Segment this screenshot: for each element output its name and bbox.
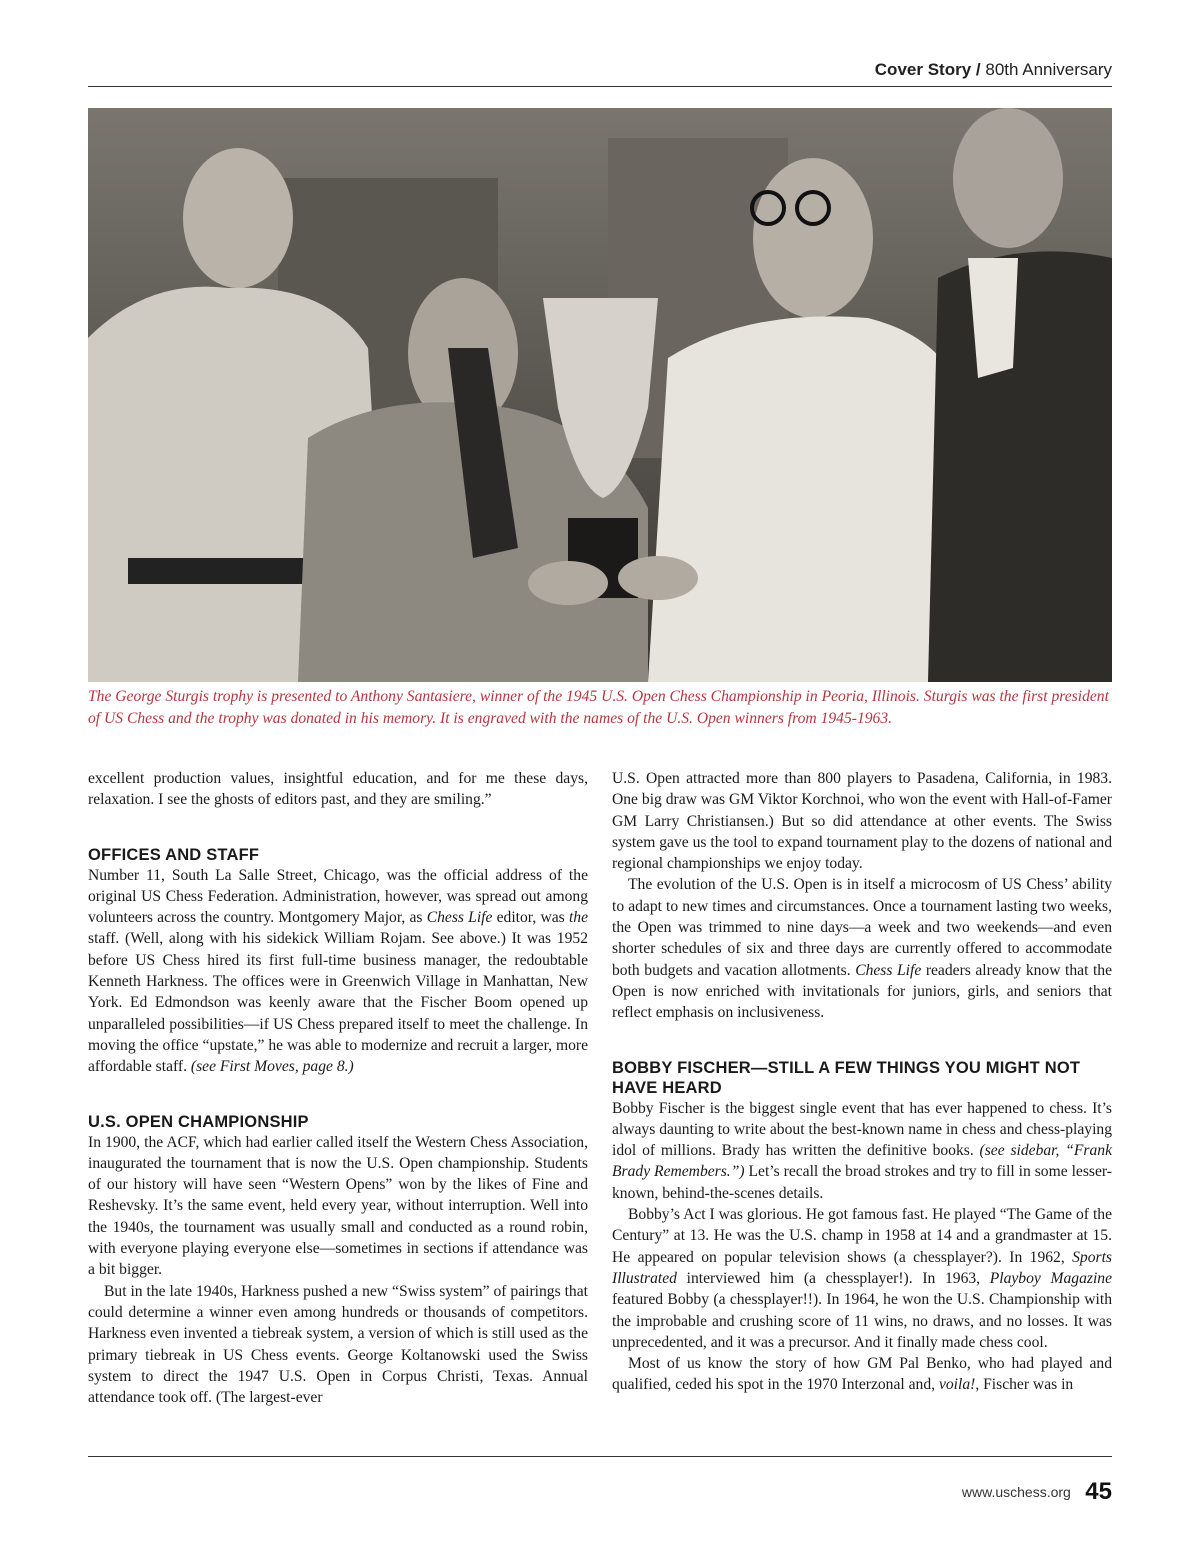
usopen-paragraph-1: In 1900, the ACF, which had earlier called itself the Western Chess Association, inaugurated the tournament that is now the U.S. Open championship. Students of our history will have seen “Western Opens” won by the likes of Fine and Reshevsky. It’s the same event, held every year, without interruption. Well into the 1940s, the tournament was usually small and conducted as a round robin, with everyone playing everyone else—sometimes in sections if attendance was a bit bigger. (88, 1133, 588, 1279)
page-footer (962, 1478, 1112, 1506)
evolution-paragraph: The evolution of the U.S. Open is in itself a microcosm of US Chess’ ability to adapt to new times and circumstances. Once a tournament lasting two weeks, the Open was trimmed to nine days—a week and two weekends—and even shorter schedules of six and three days are currently offered to accommodate both budgets and vacation allotments. Chess Life readers already know that the Open is now enriched with invitationals for juniors, girls, and seniors that reflect emphasis on inclusiveness. (612, 876, 1113, 1022)
running-header (88, 60, 1112, 80)
website-url[interactable]: www.uschess.org (961, 1484, 1071, 1500)
usopen-continued-paragraph: U.S. Open attracted more than 800 players to Pasadena, California, in 1983. One big draw was GM Viktor Korchnoi, who won the event with Hall-of-Famer GM Larry Christiansen.) But so did attendance at other events. The Swiss system gave us the tool to expand tournament play to the dozens of national and regional championships we enjoy today. (612, 770, 1112, 873)
fischer-paragraph-3: Most of us know the story of how GM Pal Benko, who had played and qualified, ceded his spot in the 1970 Interzonal and, voila!, Fischer was in (612, 1355, 1112, 1394)
page-number: 45 (1085, 1478, 1112, 1505)
header-rule (88, 86, 1112, 87)
usopen-paragraph-2: But in the late 1940s, Harkness pushed a new “Swiss system” of pairings that could determine a winner even among hundreds or thousands of competitors. Harkness even invented a tiebreak system, a version of which is still used as the primary tiebreak in US Chess events. George Koltanowski used the Swiss system to direct the 1947 U.S. Open in Corpus Christi, Texas. Annual attendance took off. (The largest-ever (88, 1282, 588, 1407)
section-label: Cover Story (874, 60, 972, 79)
offices-paragraph: Number 11, South La Salle Street, Chicago, was the official address of the original US Chess Federation. Administration, however, was spread out among volunteers across the country. Montgomery Major, as Chess Life editor, was the staff. (Well, along with his sidekick William Rojam. See above.) It was 1952 before US Chess hired its first full-time business manager, the redoubtable Kenneth Harkness. The offices were in Greenwich Village in Manhattan, New York. Ed Edmondson was keenly aware that the Fischer Boom opened up unparalleled possibilities—if US Chess prepared itself to meet the challenge. In moving the office “upstate,” he was able to modernize and recruit a larger, more affordable staff. (see First Moves, page 8.) (88, 866, 588, 1076)
fischer-paragraph-1: Bobby Fischer is the biggest single event that has ever happened to chess. It’s always daunting to write about the best-known name in chess and chess-playing idol of millions. Brady has written the definitive books. (see sidebar, “Frank Brady Remembers.”) Let’s recall the broad strokes and try to fill in some lesser-known, behind-the-scenes details. (612, 1099, 1112, 1202)
trophy-photo (88, 108, 1112, 682)
offices-heading: OFFICES AND STAFF (88, 845, 260, 864)
header-separator: / (975, 60, 981, 79)
right-column (612, 768, 1112, 1396)
photo-men-trophy-icon (88, 108, 1112, 682)
section-subtitle: 80th Anniversary (985, 60, 1112, 79)
left-column (88, 768, 588, 1408)
fischer-heading: BOBBY FISCHER—STILL A FEW THINGS YOU MIGHT NOT HAVE HEARD (612, 1058, 1081, 1097)
usopen-heading: U.S. OPEN CHAMPIONSHIP (88, 1112, 309, 1131)
footer-rule (88, 1456, 1112, 1457)
intro-paragraph: excellent production values, insightful education, and for me these days, relaxation. I see the ghosts of editors past, and they are smiling.” (88, 770, 588, 809)
photo-caption: The George Sturgis trophy is presented to Anthony Santasiere, winner of the 1945 U.S. Open Chess Championship in Peoria, Illinois. Sturgis was the first president of US Chess and the trophy was donated in his memory. It is engraved with the names of the U.S. Open winners from 1945-1963. (88, 688, 1109, 727)
fischer-paragraph-2: Bobby’s Act I was glorious. He got famous fast. He played “The Game of the Century” at 13. He was the U.S. champ in 1958 at 14 and a grandmaster at 15. He appeared on popular television shows (a chessplayer?). In 1962, Sports Illustrated interviewed him (a chessplayer!). In 1963, Playboy Magazine featured Bobby (a chessplayer!!). In 1964, he won the U.S. Championship with the improbable and crushing score of 11 wins, no draws, and no losses. It was unprecedented, and it was a precursor. And it finally made chess cool. (612, 1206, 1112, 1351)
